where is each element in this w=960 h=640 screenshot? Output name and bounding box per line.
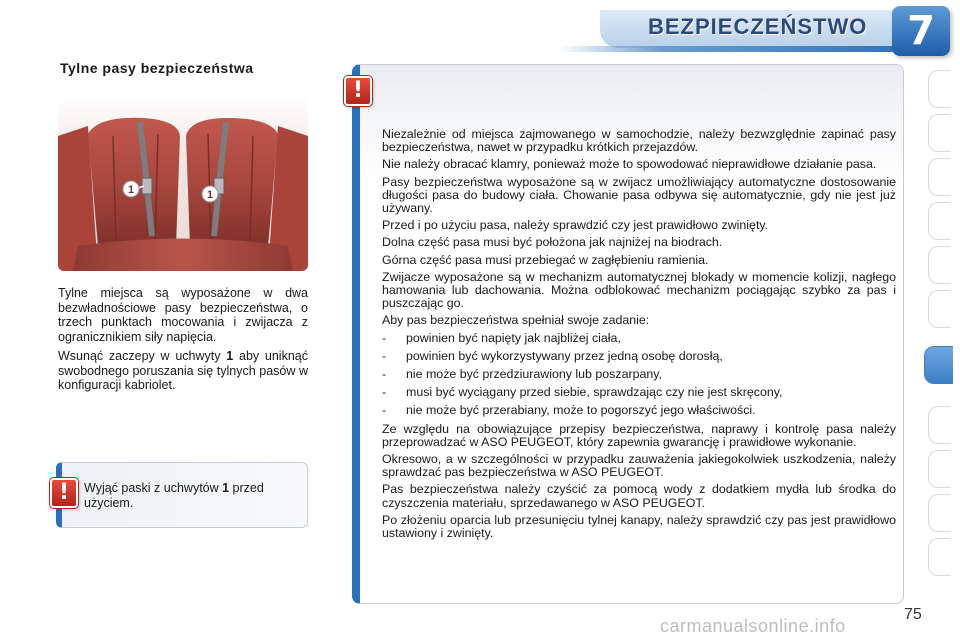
warning-closing-4: Po złożeniu oparcia lub przesunięciu tylnej kanapy, należy sprawdzić czy pas jest prawidłowo ustawiony i zwinięty. xyxy=(382,512,896,541)
main-warning-content xyxy=(382,128,896,544)
small-warning-start: Wyjąć paski z uchwytów xyxy=(84,481,223,495)
warning-paragraph-7: Zwijacze wyposażone są w mechanizm automatycznej blokady w momencie kolizji, nagłego hamowania lub dachowania. Można odblokować mechanizm pociągając szybko za pas i puszczając go. xyxy=(382,269,896,311)
list-item: - nie może być przerabiany, może to pogorszyć jego właściwości. xyxy=(382,404,896,417)
chapter-tab-4[interactable] xyxy=(928,202,951,240)
warning-paragraph-4: Przed i po użyciu pasa, należy sprawdzić czy jest prawidłowo zwinięty. xyxy=(382,218,769,233)
watermark: carmanualsonline.info xyxy=(660,616,846,636)
belt-requirements-list xyxy=(382,332,896,418)
list-item: - powinien być wykorzystywany przez jedną osobę dorosłą, xyxy=(382,350,896,363)
chapter-badge xyxy=(892,6,950,56)
warning-paragraph-5: Dolna część pasa musi być położona jak najniżej na biodrach. xyxy=(382,235,723,250)
small-warning-ref: 1 xyxy=(222,481,230,495)
clip-instruction-end: aby uniknąć swobodnego poruszania się tylnych pasów w konfiguracji kabriolet. xyxy=(58,349,308,392)
header-stripe xyxy=(560,46,900,52)
small-warning-text xyxy=(84,481,304,510)
callout-1-right: 1 xyxy=(206,189,214,201)
warning-paragraph-6: Górna część pasa musi przebiegać w zagłębieniu ramienia. xyxy=(382,252,709,267)
clip-instruction-ref: 1 xyxy=(226,349,234,363)
chapter-tab-7-active[interactable] xyxy=(924,346,953,384)
list-item: - powinien być napięty jak najbliżej ciała, xyxy=(382,332,896,345)
warning-paragraph-3: Pasy bezpieczeństwa wyposażone są w zwijacz umożliwiający automatyczne dostosowanie długości pasa do budowy ciała. Chowanie pasa odbywa się automatycznie, gdy nie jest już używany. xyxy=(382,174,896,216)
clip-instruction xyxy=(58,349,308,393)
chapter-number: 7 xyxy=(907,8,935,54)
main-warning-exclamation-icon: ! xyxy=(344,76,372,106)
list-item: - nie może być przedziurawiony lub poszarpany, xyxy=(382,368,896,381)
chapter-tab-5[interactable] xyxy=(928,246,951,284)
chapter-title: BEZPIECZEŃSTWO xyxy=(648,14,868,39)
clip-instruction-start: Wsunąć zaczepy w uchwyty xyxy=(58,349,227,363)
warning-exclamation-icon: ! xyxy=(50,478,78,508)
chapter-tab-11[interactable] xyxy=(928,538,951,576)
chapter-tab-10[interactable] xyxy=(928,494,951,532)
list-item: - musi być wyciągany przed siebie, sprawdzając czy nie jest skręcony, xyxy=(382,386,896,399)
chapter-tab-9[interactable] xyxy=(928,450,951,488)
rear-belts-description: Tylne miejsca są wyposażone w dwa bezwładnościowe pasy bezpieczeństwa, o trzech punktach mocowania i zwijacza z ogranicznikiem siły napięcia. xyxy=(58,286,308,344)
warning-paragraph-1: Niezależnie od miejsca zajmowanego w samochodzie, należy bezwzględnie zapinać pasy bezpieczeństwa, nawet w przypadku krótkich przejazdów. xyxy=(382,127,896,155)
callout-1-left: 1 xyxy=(127,184,135,196)
chapter-tab-6[interactable] xyxy=(928,290,951,328)
chapter-tab-8[interactable] xyxy=(928,406,951,444)
page-number: 75 xyxy=(904,606,922,623)
warning-paragraph-2: Nie należy obracać klamry, ponieważ może to spowodować nieprawidłowe działanie pasa. xyxy=(382,157,877,172)
warning-closing-3: Pas bezpieczeństwa należy czyścić za pomocą wody z dodatkiem mydła lub środka do czyszczenia materiału, sprzedawanego w ASO PEUGEOT. xyxy=(382,482,896,510)
chapter-tab-1[interactable] xyxy=(928,70,951,108)
chapter-tab-2[interactable] xyxy=(928,114,951,152)
rear-seat-photo xyxy=(58,96,308,271)
chapter-tab-3[interactable] xyxy=(928,158,951,196)
small-warning-end: przed użyciem. xyxy=(84,481,264,510)
rear-seat-illustration xyxy=(58,96,308,271)
warning-closing-2: Okresowo, a w szczególności w przypadku zauważenia jakiegokolwiek uszkodzenia, należy sprawdzać pas bezpieczeństwa w ASO PEUGEOT. xyxy=(382,452,896,480)
warning-closing-1: Ze względu na obowiązujące przepisy bezpieczeństwa, naprawy i kontrolę pasa należy przeprowadzać w ASO PEUGEOT, który zapewnia gwarancję i prawidłowe wykonanie. xyxy=(382,421,896,449)
warning-paragraph-8: Aby pas bezpieczeństwa spełniał swoje zadanie: xyxy=(382,313,650,328)
section-title: Tylne pasy bezpieczeństwa xyxy=(60,60,254,76)
small-warning-box xyxy=(56,462,308,528)
chapter-tabs xyxy=(928,70,950,590)
